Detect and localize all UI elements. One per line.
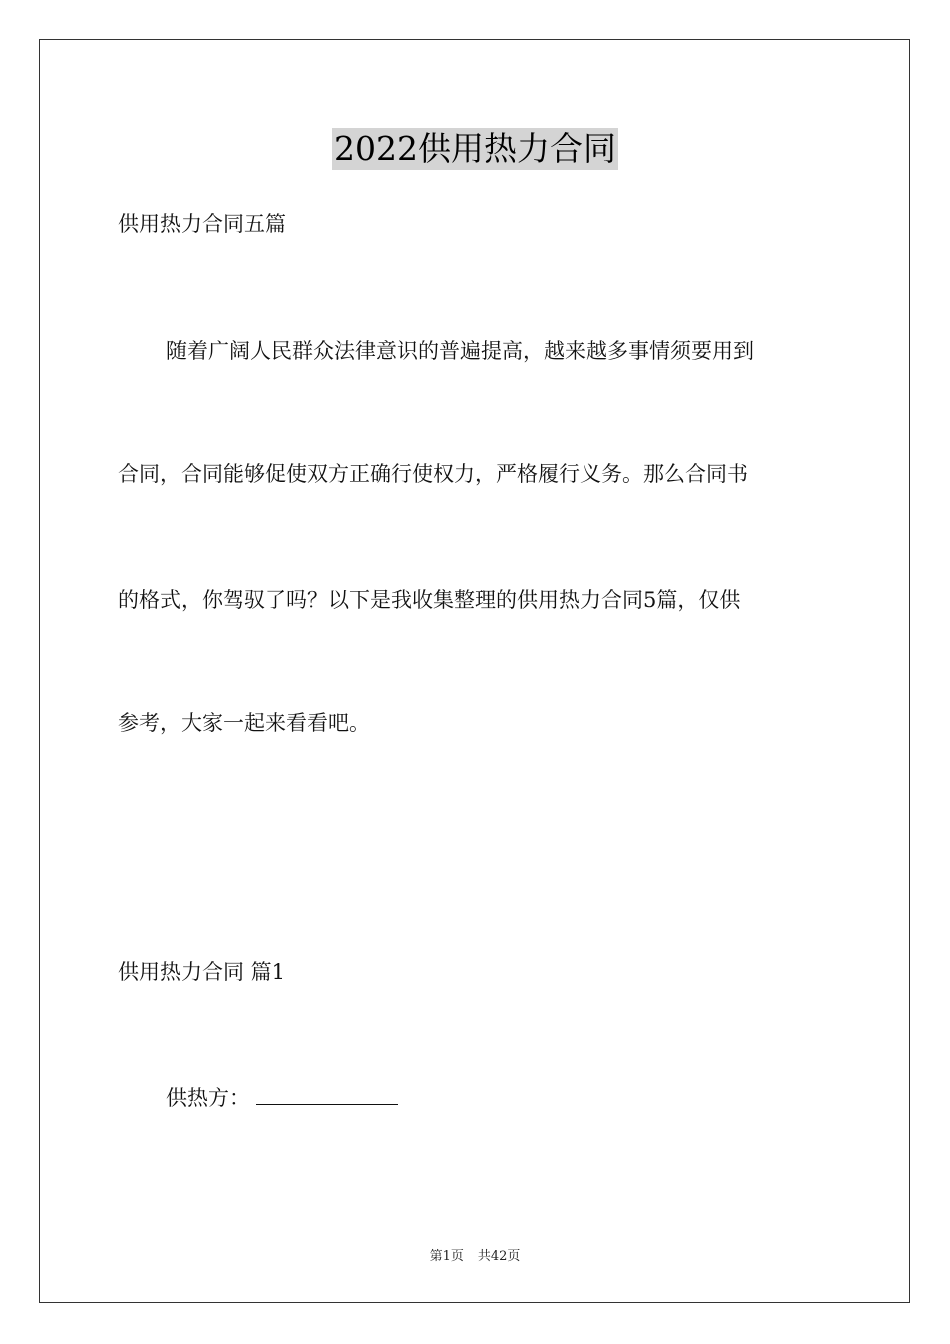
page-number: 第1页 — [429, 1249, 464, 1264]
intro-line-1: 随着广阔人民群众法律意识的普遍提高，越来越多事情须要用到 — [166, 339, 754, 363]
intro-line-4: 参考，大家一起来看看吧。 — [118, 711, 370, 735]
page-total: 共42页 — [477, 1249, 521, 1264]
heat-supplier-blank — [256, 1084, 398, 1105]
page-footer — [0, 1248, 950, 1266]
intro-line-2: 合同，合同能够促使双方正确行使权力，严格履行义务。那么合同书 — [118, 462, 748, 486]
title-container — [0, 128, 950, 170]
intro-line-3: 的格式，你驾驭了吗？以下是我收集整理的供用热力合同5篇，仅供 — [118, 588, 741, 612]
heat-supplier-row — [166, 1084, 398, 1112]
section-heading: 供用热力合同 篇1 — [118, 960, 286, 984]
document-title: 2022供用热力合同 — [334, 129, 616, 168]
heat-supplier-label: 供热方： — [166, 1086, 250, 1110]
document-subtitle: 供用热力合同五篇 — [118, 212, 286, 236]
